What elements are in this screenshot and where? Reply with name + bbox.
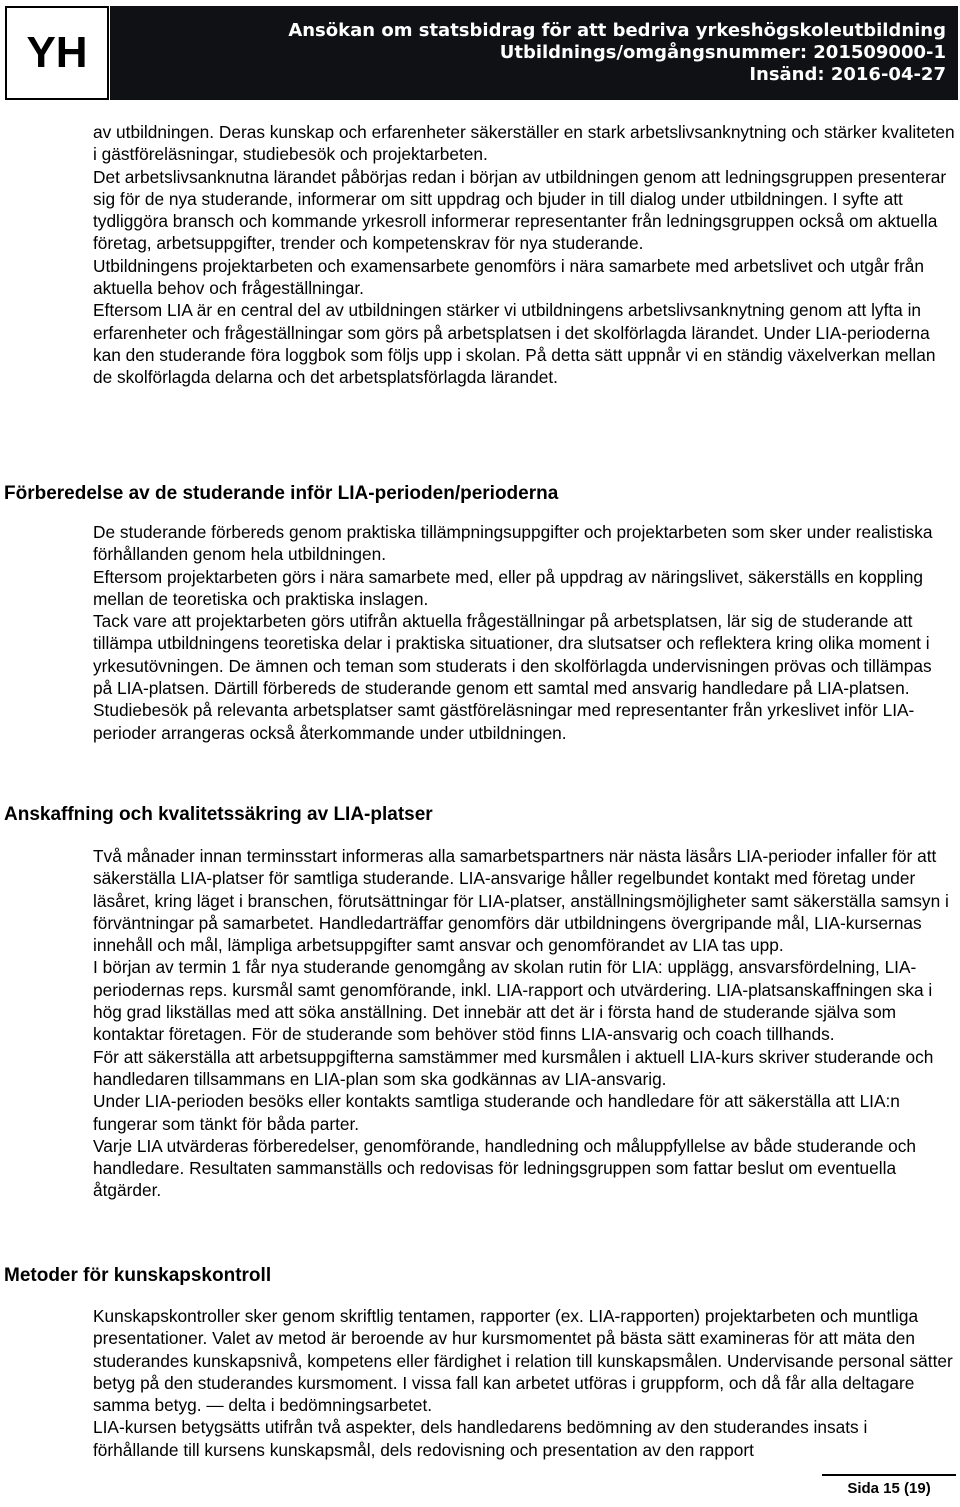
header-education-number: Utbildnings/omgångsnummer: 201509000-1 — [499, 42, 946, 63]
logo-text: YH — [26, 28, 88, 77]
header-submitted-date: Insänd: 2016-04-27 — [749, 64, 946, 85]
assessment-text-block — [93, 1305, 955, 1461]
paragraph: De studerande förbereds genom praktiska tillämpningsuppgifter och projektarbeten som sker under realistiska förhållanden genom hela utbildningen. — [93, 522, 933, 565]
paragraph: LIA-kursen betygsätts utifrån två aspekter, dels handledarens bedömning av den studerandes insats i förhållande till kursens kunskapsmål, dels redovisning och presentation av den rapport — [93, 1417, 868, 1460]
paragraph: Två månader innan terminsstart informeras alla samarbetspartners när nästa läsårs LIA-perioder infaller för att säkerställa LIA-platser för samtliga studerande. LIA-ansvarige håller regelbundet kontakt med företag under läsåret, kring läget i branschen, förutsättningar för LIA-platser, anställningsmöjligheter samt säkerställa samsyn i förväntningar på samarbetet. Handledarträffar genomförs där utbildningens övergripande mål, LIA-kursernas innehåll och mål, lämpliga arbetsuppgifter samt ansvar och genomförandet av LIA tas upp. — [93, 846, 949, 956]
document-header — [110, 6, 958, 100]
preparation-text-block — [93, 521, 955, 744]
header-title: Ansökan om statsbidrag för att bedriva yrkeshögskoleutbildning — [288, 20, 946, 41]
paragraph: I början av termin 1 får nya studerande genomgång av skolan rutin för LIA: upplägg, ansvarsfördelning, LIA-periodernas reps. kursmål samt genomförande, inkl. LIA-rapport och utvärdering. LIA-platsanskaffningen ska i hög grad likställas med att söka anställning. Det innebär att det är i första hand de studerande själva som kontaktar företagen. För de studerande som behöver stöd finns LIA-ansvarig och coach tillhands. — [93, 957, 933, 1045]
paragraph: För att säkerställa att arbetsuppgifterna samstämmer med kursmålen i aktuell LIA-kurs skriver studerande och handledaren tillsammans en LIA-plan som ska godkännas av LIA-ansvarig. — [93, 1046, 934, 1089]
page-number — [822, 1474, 956, 1500]
paragraph: av utbildningen. Deras kunskap och erfarenheter säkerställer en stark arbetslivsanknytning och stärker kvaliteten i gästföreläsningar, studiebesök och projektarbeten. — [93, 122, 955, 165]
acquisition-text-block — [93, 845, 955, 1202]
section-heading-assessment-methods: Metoder för kunskapskontroll — [4, 1265, 272, 1286]
yh-logo — [5, 6, 109, 100]
section-heading-acquisition: Anskaffning och kvalitetssäkring av LIA-platser — [4, 804, 433, 825]
section-heading-preparation: Förberedelse av de studerande inför LIA-perioden/perioderna — [4, 483, 559, 504]
paragraph: Eftersom LIA är en central del av utbildningen stärker vi utbildningens arbetslivsanknytning genom att lyfta in erfarenheter och frågeställningar som görs på arbetsplatsen i det skolförlagda lärandet. Under LIA-perioderna kan den studerande föra loggbok som följs upp i skolan. På detta sätt uppnår vi en ständig växelverkan mellan de skolförlagda delarna och det arbetsplatsförlagda lärandet. — [93, 300, 936, 388]
intro-text-block — [93, 121, 955, 389]
paragraph: Det arbetslivsanknutna lärandet påbörjas redan i början av utbildningen genom att ledningsgruppen presenterar sig för de nya studerande, informerar om sitt uppdrag och bjuder in till dialog under utbildningen. I syfte att tydliggöra bransch och kommande yrkesroll informerar representanter från ledningsgruppen också om aktuella företag, arbetsuppgifter, trender och kompetenskrav för nya studerande. — [93, 166, 947, 254]
paragraph: Utbildningens projektarbeten och examensarbete genomförs i nära samarbete med arbetslivet och utgår från aktuella behov och frågeställningar. — [93, 255, 924, 299]
page-number-label: Sida 15 (19) — [847, 1479, 931, 1497]
paragraph: Under LIA-perioden besöks eller kontakts samtliga studerande och handledare för att säkerställa att LIA:n fungerar som tänkt för båda parter. — [93, 1091, 900, 1134]
paragraph: Varje LIA utvärderas förberedelser, genomförande, handledning och måluppfyllelse av både studerande och handledare. Resultaten sammanställs och redovisas för ledningsgruppen som fattar beslut om eventuella åtgärder. — [93, 1135, 917, 1201]
paragraph: Kunskapskontroller sker genom skriftlig tentamen, rapporter (ex. LIA-rapporten) projektarbeten och muntliga presentationer. Valet av metod är beroende av hur kursmomentet på bästa sätt examineras för att mäta den studerandes kunskapsnivå, kompetens eller färdighet i relation till kunskapsmålen. Undervisande personal sätter betyg på den studerandes kursmoment. I vissa fall kan arbetet utföras i gruppform, och då får alla deltagare samma betyg. — delta i bedömningsarbetet. — [93, 1306, 953, 1416]
paragraph: Tack vare att projektarbeten görs utifrån aktuella frågeställningar på arbetsplatsen, lär sig de studerande att tillämpa utbildningens teoretiska delar i praktiska situationer, dra slutsatser och reflektera kring olika moment i yrkesutövningen. De ämnen och teman som studerats i den skolförlagda undervisningen prövas och tillämpas på LIA-platsen. Därtill förbereds de studerande genom ett samtal med ansvarig handledare på LIA-platsen. Studiebesök på relevanta arbetsplatser samt gästföreläsningar med representanter från yrkeslivet inför LIA-perioder arrangeras också återkommande under utbildningen. — [93, 611, 932, 743]
paragraph: Eftersom projektarbeten görs i nära samarbete med, eller på uppdrag av näringslivet, säkerställs en koppling mellan de teoretiska och praktiska inslagen. — [93, 566, 923, 609]
